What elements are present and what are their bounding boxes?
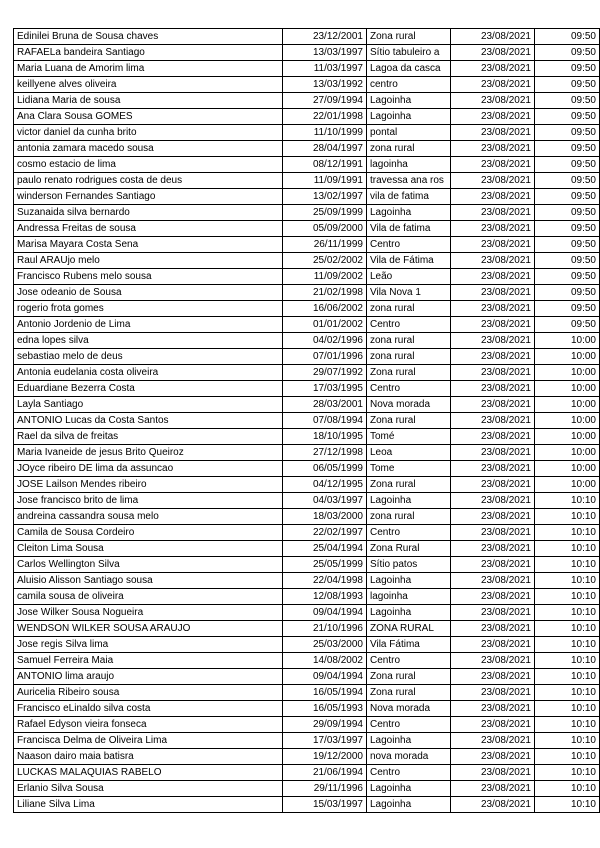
appointment-time-cell: 10:00 <box>535 445 600 461</box>
birth-date-cell: 17/03/1995 <box>283 381 367 397</box>
birth-date-cell: 17/03/1997 <box>283 733 367 749</box>
birth-date-cell: 25/02/2002 <box>283 253 367 269</box>
location-cell: Centro <box>367 317 451 333</box>
birth-date-cell: 27/12/1998 <box>283 445 367 461</box>
appointment-date-cell: 23/08/2021 <box>451 61 535 77</box>
appointment-time-cell: 10:00 <box>535 397 600 413</box>
table-row <box>14 301 600 317</box>
appointment-date-cell: 23/08/2021 <box>451 461 535 477</box>
location-cell: Vila Fátima <box>367 637 451 653</box>
appointment-date-cell: 23/08/2021 <box>451 477 535 493</box>
table-row <box>14 509 600 525</box>
birth-date-cell: 16/06/2002 <box>283 301 367 317</box>
appointment-date-cell: 23/08/2021 <box>451 541 535 557</box>
birth-date-cell: 29/11/1996 <box>283 781 367 797</box>
birth-date-cell: 21/10/1996 <box>283 621 367 637</box>
table-row <box>14 621 600 637</box>
appointment-date-cell: 23/08/2021 <box>451 365 535 381</box>
person-name-cell: Marisa Mayara Costa Sena <box>14 237 283 253</box>
table-row <box>14 317 600 333</box>
appointment-time-cell: 10:10 <box>535 685 600 701</box>
person-name-cell: Raul ARAUjo melo <box>14 253 283 269</box>
birth-date-cell: 16/05/1993 <box>283 701 367 717</box>
appointment-time-cell: 10:10 <box>535 525 600 541</box>
birth-date-cell: 07/08/1994 <box>283 413 367 429</box>
person-name-cell: Antonio Jordenio de Lima <box>14 317 283 333</box>
person-name-cell: camila sousa de oliveira <box>14 589 283 605</box>
location-cell: Zona rural <box>367 413 451 429</box>
table-row <box>14 493 600 509</box>
birth-date-cell: 05/09/2000 <box>283 221 367 237</box>
location-cell: Zona rural <box>367 669 451 685</box>
appointment-time-cell: 10:10 <box>535 557 600 573</box>
appointment-time-cell: 10:00 <box>535 429 600 445</box>
location-cell: nova morada <box>367 749 451 765</box>
appointment-time-cell: 09:50 <box>535 205 600 221</box>
person-name-cell: Jose francisco brito de lima <box>14 493 283 509</box>
appointment-time-cell: 09:50 <box>535 221 600 237</box>
location-cell: zona rural <box>367 141 451 157</box>
birth-date-cell: 13/02/1997 <box>283 189 367 205</box>
person-name-cell: Lidiana Maria de sousa <box>14 93 283 109</box>
person-name-cell: winderson Fernandes Santiago <box>14 189 283 205</box>
appointment-date-cell: 23/08/2021 <box>451 733 535 749</box>
birth-date-cell: 18/10/1995 <box>283 429 367 445</box>
birth-date-cell: 14/08/2002 <box>283 653 367 669</box>
appointment-time-cell: 10:10 <box>535 653 600 669</box>
birth-date-cell: 15/03/1997 <box>283 797 367 813</box>
appointment-time-cell: 10:00 <box>535 349 600 365</box>
appointment-time-cell: 10:10 <box>535 701 600 717</box>
birth-date-cell: 21/06/1994 <box>283 765 367 781</box>
location-cell: Centro <box>367 765 451 781</box>
appointment-date-cell: 23/08/2021 <box>451 109 535 125</box>
person-name-cell: victor daniel da cunha brito <box>14 125 283 141</box>
appointment-date-cell: 23/08/2021 <box>451 781 535 797</box>
person-name-cell: ANTONIO Lucas da Costa Santos <box>14 413 283 429</box>
person-name-cell: andreina cassandra sousa melo <box>14 509 283 525</box>
person-name-cell: paulo renato rodrigues costa de deus <box>14 173 283 189</box>
table-row <box>14 157 600 173</box>
table-row <box>14 285 600 301</box>
birth-date-cell: 27/09/1994 <box>283 93 367 109</box>
person-name-cell: edna lopes silva <box>14 333 283 349</box>
appointment-date-cell: 23/08/2021 <box>451 797 535 813</box>
location-cell: Centro <box>367 653 451 669</box>
location-cell: centro <box>367 77 451 93</box>
appointment-time-cell: 10:10 <box>535 797 600 813</box>
appointment-time-cell: 09:50 <box>535 77 600 93</box>
table-row <box>14 685 600 701</box>
appointment-time-cell: 10:10 <box>535 573 600 589</box>
person-name-cell: Jose odeanio de Sousa <box>14 285 283 301</box>
table-row <box>14 125 600 141</box>
birth-date-cell: 19/12/2000 <box>283 749 367 765</box>
person-name-cell: RAFAELa bandeira Santiago <box>14 45 283 61</box>
table-row <box>14 93 600 109</box>
appointment-time-cell: 10:10 <box>535 669 600 685</box>
location-cell: zona rural <box>367 509 451 525</box>
table-row <box>14 749 600 765</box>
location-cell: Leoa <box>367 445 451 461</box>
appointment-time-cell: 09:50 <box>535 109 600 125</box>
appointment-time-cell: 10:00 <box>535 413 600 429</box>
location-cell: Lagoinha <box>367 493 451 509</box>
appointment-date-cell: 23/08/2021 <box>451 669 535 685</box>
appointment-time-cell: 10:00 <box>535 365 600 381</box>
table-row <box>14 61 600 77</box>
location-cell: Zona rural <box>367 477 451 493</box>
appointment-time-cell: 09:50 <box>535 125 600 141</box>
appointment-time-cell: 09:50 <box>535 269 600 285</box>
birth-date-cell: 11/09/1991 <box>283 173 367 189</box>
table-row <box>14 781 600 797</box>
person-name-cell: Eduardiane Bezerra Costa <box>14 381 283 397</box>
birth-date-cell: 23/12/2001 <box>283 29 367 45</box>
person-name-cell: JOyce ribeiro DE lima da assuncao <box>14 461 283 477</box>
schedule-table-body <box>14 29 600 813</box>
person-name-cell: Samuel Ferreira Maia <box>14 653 283 669</box>
appointment-date-cell: 23/08/2021 <box>451 573 535 589</box>
appointment-time-cell: 09:50 <box>535 157 600 173</box>
location-cell: Lagoinha <box>367 109 451 125</box>
birth-date-cell: 28/04/1997 <box>283 141 367 157</box>
appointment-date-cell: 23/08/2021 <box>451 637 535 653</box>
appointment-date-cell: 23/08/2021 <box>451 397 535 413</box>
location-cell: Sítio patos <box>367 557 451 573</box>
table-row <box>14 141 600 157</box>
table-row <box>14 717 600 733</box>
appointment-date-cell: 23/08/2021 <box>451 701 535 717</box>
location-cell: Leão <box>367 269 451 285</box>
location-cell: lagoinha <box>367 589 451 605</box>
appointment-date-cell: 23/08/2021 <box>451 765 535 781</box>
appointment-time-cell: 09:50 <box>535 189 600 205</box>
location-cell: Vila de fatima <box>367 221 451 237</box>
person-name-cell: keillyene alves oliveira <box>14 77 283 93</box>
location-cell: Zona rural <box>367 365 451 381</box>
birth-date-cell: 04/02/1996 <box>283 333 367 349</box>
person-name-cell: Cleiton Lima Sousa <box>14 541 283 557</box>
table-row <box>14 77 600 93</box>
appointment-time-cell: 10:10 <box>535 621 600 637</box>
location-cell: Centro <box>367 525 451 541</box>
table-row <box>14 205 600 221</box>
table-row <box>14 557 600 573</box>
location-cell: Lagoinha <box>367 573 451 589</box>
location-cell: Vila Nova 1 <box>367 285 451 301</box>
table-row <box>14 477 600 493</box>
table-row <box>14 733 600 749</box>
table-row <box>14 109 600 125</box>
person-name-cell: Carlos Wellington Silva <box>14 557 283 573</box>
location-cell: Lagoinha <box>367 205 451 221</box>
appointment-time-cell: 10:00 <box>535 477 600 493</box>
birth-date-cell: 25/09/1999 <box>283 205 367 221</box>
appointment-time-cell: 09:50 <box>535 93 600 109</box>
person-name-cell: Andressa Freitas de sousa <box>14 221 283 237</box>
person-name-cell: rogerio frota gomes <box>14 301 283 317</box>
appointment-time-cell: 10:10 <box>535 781 600 797</box>
appointment-date-cell: 23/08/2021 <box>451 173 535 189</box>
table-row <box>14 237 600 253</box>
location-cell: Lagoinha <box>367 781 451 797</box>
person-name-cell: Layla Santiago <box>14 397 283 413</box>
appointment-date-cell: 23/08/2021 <box>451 557 535 573</box>
birth-date-cell: 28/03/2001 <box>283 397 367 413</box>
location-cell: Tome <box>367 461 451 477</box>
appointment-time-cell: 09:50 <box>535 29 600 45</box>
person-name-cell: Maria Luana de Amorim lima <box>14 61 283 77</box>
person-name-cell: WENDSON WILKER SOUSA ARAUJO <box>14 621 283 637</box>
appointment-time-cell: 10:00 <box>535 381 600 397</box>
birth-date-cell: 11/10/1999 <box>283 125 367 141</box>
location-cell: Vila de Fátima <box>367 253 451 269</box>
person-name-cell: Erlanio Silva Sousa <box>14 781 283 797</box>
table-row <box>14 429 600 445</box>
appointment-date-cell: 23/08/2021 <box>451 301 535 317</box>
appointment-time-cell: 10:10 <box>535 749 600 765</box>
person-name-cell: Jose regis Silva lima <box>14 637 283 653</box>
person-name-cell: Auricelia Ribeiro sousa <box>14 685 283 701</box>
table-row <box>14 269 600 285</box>
birth-date-cell: 09/04/1994 <box>283 669 367 685</box>
appointment-time-cell: 09:50 <box>535 253 600 269</box>
table-row <box>14 397 600 413</box>
appointment-date-cell: 23/08/2021 <box>451 653 535 669</box>
location-cell: travessa ana ros <box>367 173 451 189</box>
location-cell: Lagoinha <box>367 93 451 109</box>
location-cell: Tomé <box>367 429 451 445</box>
birth-date-cell: 13/03/1992 <box>283 77 367 93</box>
appointment-time-cell: 09:50 <box>535 317 600 333</box>
appointment-date-cell: 23/08/2021 <box>451 717 535 733</box>
appointment-date-cell: 23/08/2021 <box>451 349 535 365</box>
location-cell: Zona rural <box>367 29 451 45</box>
table-row <box>14 669 600 685</box>
appointment-date-cell: 23/08/2021 <box>451 93 535 109</box>
appointment-time-cell: 10:10 <box>535 605 600 621</box>
appointment-date-cell: 23/08/2021 <box>451 253 535 269</box>
appointment-time-cell: 09:50 <box>535 45 600 61</box>
location-cell: zona rural <box>367 301 451 317</box>
location-cell: Lagoinha <box>367 797 451 813</box>
appointment-date-cell: 23/08/2021 <box>451 445 535 461</box>
appointment-time-cell: 10:10 <box>535 541 600 557</box>
appointment-date-cell: 23/08/2021 <box>451 381 535 397</box>
birth-date-cell: 11/03/1997 <box>283 61 367 77</box>
table-row <box>14 653 600 669</box>
location-cell: zona rural <box>367 349 451 365</box>
appointment-date-cell: 23/08/2021 <box>451 221 535 237</box>
person-name-cell: Maria Ivaneide de jesus Brito Queiroz <box>14 445 283 461</box>
person-name-cell: JOSE Lailson Mendes ribeiro <box>14 477 283 493</box>
birth-date-cell: 04/12/1995 <box>283 477 367 493</box>
person-name-cell: Rafael Edyson vieira fonseca <box>14 717 283 733</box>
appointment-time-cell: 09:50 <box>535 173 600 189</box>
location-cell: lagoinha <box>367 157 451 173</box>
location-cell: pontal <box>367 125 451 141</box>
appointment-date-cell: 23/08/2021 <box>451 77 535 93</box>
location-cell: Centro <box>367 381 451 397</box>
location-cell: Sítio tabuleiro a <box>367 45 451 61</box>
table-row <box>14 173 600 189</box>
person-name-cell: Francisco eLinaldo silva costa <box>14 701 283 717</box>
schedule-table <box>13 28 600 813</box>
appointment-date-cell: 23/08/2021 <box>451 285 535 301</box>
table-row <box>14 445 600 461</box>
location-cell: Lagoinha <box>367 733 451 749</box>
person-name-cell: Francisca Delma de Oliveira Lima <box>14 733 283 749</box>
appointment-time-cell: 09:50 <box>535 285 600 301</box>
person-name-cell: Rael da silva de freitas <box>14 429 283 445</box>
location-cell: Centro <box>367 717 451 733</box>
table-row <box>14 333 600 349</box>
table-row <box>14 637 600 653</box>
appointment-time-cell: 10:10 <box>535 493 600 509</box>
appointment-date-cell: 23/08/2021 <box>451 525 535 541</box>
appointment-date-cell: 23/08/2021 <box>451 493 535 509</box>
appointment-time-cell: 09:50 <box>535 141 600 157</box>
birth-date-cell: 21/02/1998 <box>283 285 367 301</box>
appointment-date-cell: 23/08/2021 <box>451 429 535 445</box>
person-name-cell: Francisco Rubens melo sousa <box>14 269 283 285</box>
birth-date-cell: 22/04/1998 <box>283 573 367 589</box>
birth-date-cell: 25/04/1994 <box>283 541 367 557</box>
appointment-date-cell: 23/08/2021 <box>451 509 535 525</box>
birth-date-cell: 26/11/1999 <box>283 237 367 253</box>
person-name-cell: Naason dairo maia batisra <box>14 749 283 765</box>
appointment-date-cell: 23/08/2021 <box>451 413 535 429</box>
appointment-time-cell: 10:10 <box>535 637 600 653</box>
appointment-date-cell: 23/08/2021 <box>451 125 535 141</box>
birth-date-cell: 25/03/2000 <box>283 637 367 653</box>
appointment-time-cell: 10:10 <box>535 765 600 781</box>
appointment-date-cell: 23/08/2021 <box>451 333 535 349</box>
appointment-time-cell: 10:10 <box>535 589 600 605</box>
person-name-cell: Liliane Silva Lima <box>14 797 283 813</box>
table-row <box>14 253 600 269</box>
person-name-cell: Aluisio Alisson Santiago sousa <box>14 573 283 589</box>
appointment-time-cell: 10:10 <box>535 717 600 733</box>
appointment-date-cell: 23/08/2021 <box>451 605 535 621</box>
table-row <box>14 541 600 557</box>
appointment-date-cell: 23/08/2021 <box>451 589 535 605</box>
appointment-time-cell: 09:50 <box>535 301 600 317</box>
location-cell: ZONA RURAL <box>367 621 451 637</box>
table-row <box>14 701 600 717</box>
table-row <box>14 381 600 397</box>
appointment-date-cell: 23/08/2021 <box>451 237 535 253</box>
person-name-cell: sebastiao melo de deus <box>14 349 283 365</box>
table-row <box>14 589 600 605</box>
table-row <box>14 221 600 237</box>
location-cell: Nova morada <box>367 397 451 413</box>
birth-date-cell: 04/03/1997 <box>283 493 367 509</box>
birth-date-cell: 09/04/1994 <box>283 605 367 621</box>
appointment-time-cell: 10:10 <box>535 733 600 749</box>
appointment-date-cell: 23/08/2021 <box>451 749 535 765</box>
person-name-cell: ANTONIO lima araujo <box>14 669 283 685</box>
table-row <box>14 797 600 813</box>
appointment-time-cell: 10:10 <box>535 509 600 525</box>
person-name-cell: Jose Wilker Sousa Nogueira <box>14 605 283 621</box>
person-name-cell: antonia zamara macedo sousa <box>14 141 283 157</box>
birth-date-cell: 25/05/1999 <box>283 557 367 573</box>
appointment-date-cell: 23/08/2021 <box>451 157 535 173</box>
table-row <box>14 461 600 477</box>
table-row <box>14 45 600 61</box>
appointment-date-cell: 23/08/2021 <box>451 205 535 221</box>
person-name-cell: Suzanaida silva bernardo <box>14 205 283 221</box>
birth-date-cell: 18/03/2000 <box>283 509 367 525</box>
location-cell: Nova morada <box>367 701 451 717</box>
appointment-date-cell: 23/08/2021 <box>451 29 535 45</box>
table-row <box>14 365 600 381</box>
person-name-cell: Antonia eudelania costa oliveira <box>14 365 283 381</box>
location-cell: Zona rural <box>367 685 451 701</box>
appointment-date-cell: 23/08/2021 <box>451 317 535 333</box>
appointment-time-cell: 09:50 <box>535 61 600 77</box>
person-name-cell: Camila de Sousa Cordeiro <box>14 525 283 541</box>
appointment-date-cell: 23/08/2021 <box>451 269 535 285</box>
table-row <box>14 605 600 621</box>
birth-date-cell: 01/01/2002 <box>283 317 367 333</box>
person-name-cell: LUCKAS MALAQUIAS RABELO <box>14 765 283 781</box>
person-name-cell: Edinilei Bruna de Sousa chaves <box>14 29 283 45</box>
birth-date-cell: 22/02/1997 <box>283 525 367 541</box>
birth-date-cell: 16/05/1994 <box>283 685 367 701</box>
table-row <box>14 765 600 781</box>
table-row <box>14 29 600 45</box>
table-row <box>14 573 600 589</box>
appointment-date-cell: 23/08/2021 <box>451 141 535 157</box>
person-name-cell: Ana Clara Sousa GOMES <box>14 109 283 125</box>
person-name-cell: cosmo estacio de lima <box>14 157 283 173</box>
appointment-date-cell: 23/08/2021 <box>451 621 535 637</box>
birth-date-cell: 22/01/1998 <box>283 109 367 125</box>
location-cell: Zona Rural <box>367 541 451 557</box>
appointment-date-cell: 23/08/2021 <box>451 685 535 701</box>
appointment-date-cell: 23/08/2021 <box>451 45 535 61</box>
birth-date-cell: 29/07/1992 <box>283 365 367 381</box>
birth-date-cell: 12/08/1993 <box>283 589 367 605</box>
appointment-time-cell: 10:00 <box>535 461 600 477</box>
birth-date-cell: 29/09/1994 <box>283 717 367 733</box>
location-cell: Lagoa da casca <box>367 61 451 77</box>
birth-date-cell: 08/12/1991 <box>283 157 367 173</box>
appointment-time-cell: 09:50 <box>535 237 600 253</box>
location-cell: Lagoinha <box>367 605 451 621</box>
birth-date-cell: 13/03/1997 <box>283 45 367 61</box>
birth-date-cell: 07/01/1996 <box>283 349 367 365</box>
table-row <box>14 413 600 429</box>
location-cell: zona rural <box>367 333 451 349</box>
table-row <box>14 189 600 205</box>
table-row <box>14 349 600 365</box>
birth-date-cell: 06/05/1999 <box>283 461 367 477</box>
appointment-date-cell: 23/08/2021 <box>451 189 535 205</box>
birth-date-cell: 11/09/2002 <box>283 269 367 285</box>
appointment-time-cell: 10:00 <box>535 333 600 349</box>
table-row <box>14 525 600 541</box>
location-cell: vila de fatima <box>367 189 451 205</box>
location-cell: Centro <box>367 237 451 253</box>
